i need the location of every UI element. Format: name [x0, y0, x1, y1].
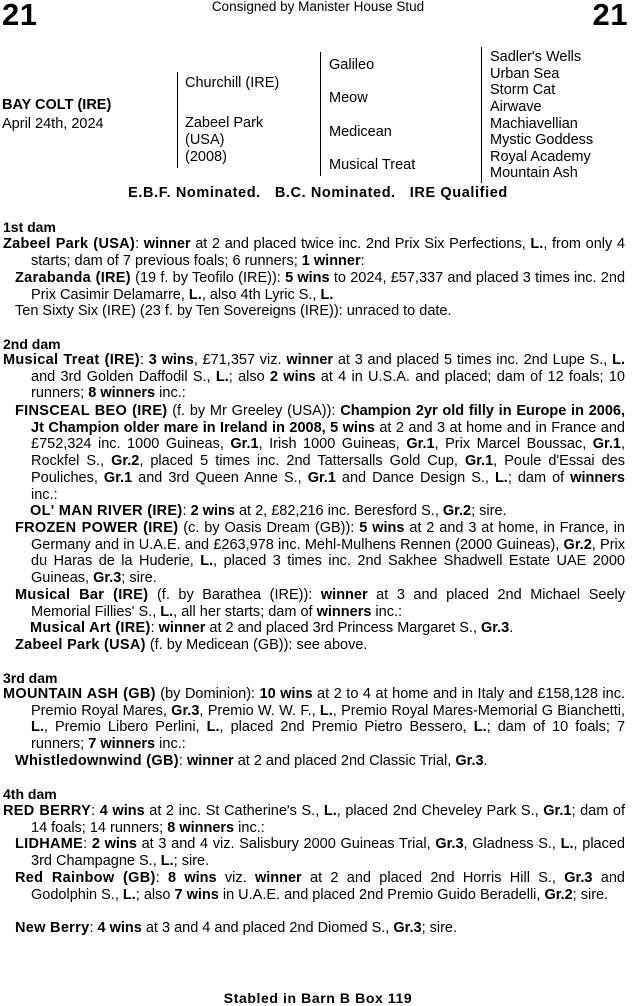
- pedigree-gen4-2: Urban Sea: [490, 66, 560, 82]
- pedigree-gen3-2: Meow: [329, 90, 368, 106]
- third-dam-progeny-whistledownwind: Whistledownwind (GB): winner at 2 and placed 2nd Classic Trial, Gr.3.: [15, 753, 488, 769]
- second-dam-progeny-musical-bar: Musical Bar (IRE) (f. by Barathea (IRE)): winner at 3 and placed 2nd Michael Seely Memorial Fillies' S., L., all her starts; dam of winners inc.:: [15, 587, 625, 620]
- pedigree-dam-3: (2008): [185, 149, 227, 165]
- pedigree-gen4-7: Royal Academy: [490, 149, 591, 165]
- second-dam-entry: Musical Treat (IRE): 3 wins, £71,357 viz. winner at 3 and placed 5 times inc. 2nd Lupe S., L. and 3rd Golden Daffodil S., L.; also 2 wins at 4 in U.S.A. and placed; dam of 12 foals; 10 runners; 8 winners inc.:: [3, 352, 625, 402]
- bc-nomination: B.C. Nominated.: [274, 185, 396, 201]
- nominations-line: [0, 185, 636, 201]
- pedigree-gen4-8: Mountain Ash: [490, 165, 578, 181]
- pedigree-gen3-4: Musical Treat: [329, 157, 416, 173]
- horse-dob: April 24th, 2024: [2, 116, 104, 132]
- section-first-dam: 1st dam: [3, 219, 56, 235]
- pedigree-gen4-3: Storm Cat: [490, 82, 556, 98]
- pedigree-gen4-1: Sadler's Wells: [490, 49, 582, 65]
- pedigree-bracket-2: [320, 52, 321, 176]
- pedigree-sire: Churchill (IRE): [185, 75, 280, 91]
- second-dam-progeny-zabeel-park: Zabeel Park (USA) (f. by Medicean (GB)): see above.: [15, 637, 368, 653]
- pedigree-gen3-3: Medicean: [329, 124, 392, 140]
- pedigree-gen4-5: Machiavellian: [490, 116, 578, 132]
- section-second-dam: 2nd dam: [3, 336, 61, 352]
- fourth-dam-entry: RED BERRY: 4 wins at 2 inc. St Catherine's S., L., placed 2nd Cheveley Park S., Gr.1; dam of 14 foals; 14 runners; 8 winners inc.:: [3, 803, 626, 836]
- progeny-ol-man-river: OL' MAN RIVER (IRE): 2 wins at 2, £82,216 inc. Beresford S., Gr.2; sire.: [30, 503, 507, 519]
- lot-number-left: 21: [2, 0, 38, 32]
- third-dam-entry: MOUNTAIN ASH (GB) (by Dominion): 10 wins at 2 to 4 at home and in Italy and £158,128 inc. Premio Royal Mares, Gr.3, Premio W. W. F., L., Premio Royal Mares-Memorial G Bianchetti, L., Premio Libero Perlini, L., placed 2nd Premio Pietro Bessero, L.; dam of 10 foals; 7 runners; 7 winners inc.:: [3, 686, 626, 753]
- pedigree-gen4-4: Airwave: [490, 99, 542, 115]
- ire-qualified: IRE Qualified: [409, 185, 508, 201]
- pedigree-dam-1: Zabeel Park: [185, 115, 264, 131]
- first-dam-progeny-ten-sixty-six: Ten Sixty Six (IRE) (23 f. by Ten Sovereigns (IRE)): unraced to date.: [15, 303, 452, 319]
- horse-name: BAY COLT (IRE): [2, 97, 112, 113]
- progeny-musical-art: Musical Art (IRE): winner at 2 and placed 3rd Princess Margaret S., Gr.3.: [30, 620, 514, 636]
- pedigree-bracket-1: [177, 72, 178, 168]
- fourth-dam-progeny-new-berry: New Berry: 4 wins at 3 and 4 and placed 2nd Diomed S., Gr.3; sire.: [15, 920, 458, 936]
- first-dam-entry: Zabeel Park (USA): winner at 2 and placed twice inc. 2nd Prix Six Perfections, L., from only 4 starts; dam of 7 previous foals; 6 runners; 1 winner:: [3, 236, 626, 269]
- second-dam-progeny-frozen-power: FROZEN POWER (IRE) (c. by Oasis Dream (GB)): 5 wins at 2 and 3 at home, in France, in Germany and in U.A.E. and £263,978 inc. Mehl-Mulhens Rennen (2000 Guineas), Gr.2, Prix du Haras de la Huderie, L., placed 3 times inc. 2nd Sakhee Shadwell Estate UAE 2000 Guineas, Gr.3; sire.: [15, 520, 625, 587]
- second-dam-progeny-finsceal-beo: FINSCEAL BEO (IRE) (f. by Mr Greeley (USA)): Champion 2yr old filly in Europe in 2006, Jt Champion older mare in Ireland in 2008, 5 wins at 2 and 3 at home and in France and £752,324 inc. 1000 Guineas, Gr.1, Irish 1000 Guineas, Gr.1, Prix Marcel Boussac, Gr.1, Rockfel S., Gr.2, placed 5 times inc. 2nd Tattersalls Gold Cup, Gr.1, Poule d'Essai des Pouliches, Gr.1 and 3rd Queen Anne S., Gr.1 and Dance Design S., L.; dam of winners inc.:: [15, 403, 625, 503]
- section-fourth-dam: 4th dam: [3, 786, 57, 802]
- lot-number-right: 21: [592, 0, 628, 32]
- consignor-line: Consigned by Manister House Stud: [211, 0, 425, 14]
- pedigree-gen3-1: Galileo: [329, 57, 375, 73]
- section-third-dam: 3rd dam: [3, 670, 58, 686]
- pedigree-gen4-6: Mystic Goddess: [490, 132, 594, 148]
- pedigree-bracket-3: [481, 47, 482, 183]
- stabled-location: Stabled in Barn B Box 119: [223, 990, 413, 1006]
- ebf-nomination: E.B.F. Nominated.: [128, 185, 261, 201]
- first-dam-progeny-zarabanda: Zarabanda (IRE) (19 f. by Teofilo (IRE)): 5 wins to 2024, £57,337 and placed 3 times inc. 2nd Prix Casimir Delamarre, L., also 4th Lyric S., L.: [15, 270, 626, 303]
- fourth-dam-progeny-red-rainbow: Red Rainbow (GB): 8 wins viz. winner at 2 and placed 2nd Horris Hill S., Gr.3 and Godolphin S., L.; also 7 wins in U.A.E. and placed 2nd Premio Guido Beradelli, Gr.2; sire.: [15, 870, 626, 903]
- pedigree-dam-2: (USA): [185, 132, 225, 148]
- fourth-dam-progeny-lidhame: LIDHAME: 2 wins at 3 and 4 viz. Salisbury 2000 Guineas Trial, Gr.3, Gladness S., L., placed 3rd Champagne S., L.; sire.: [15, 836, 625, 869]
